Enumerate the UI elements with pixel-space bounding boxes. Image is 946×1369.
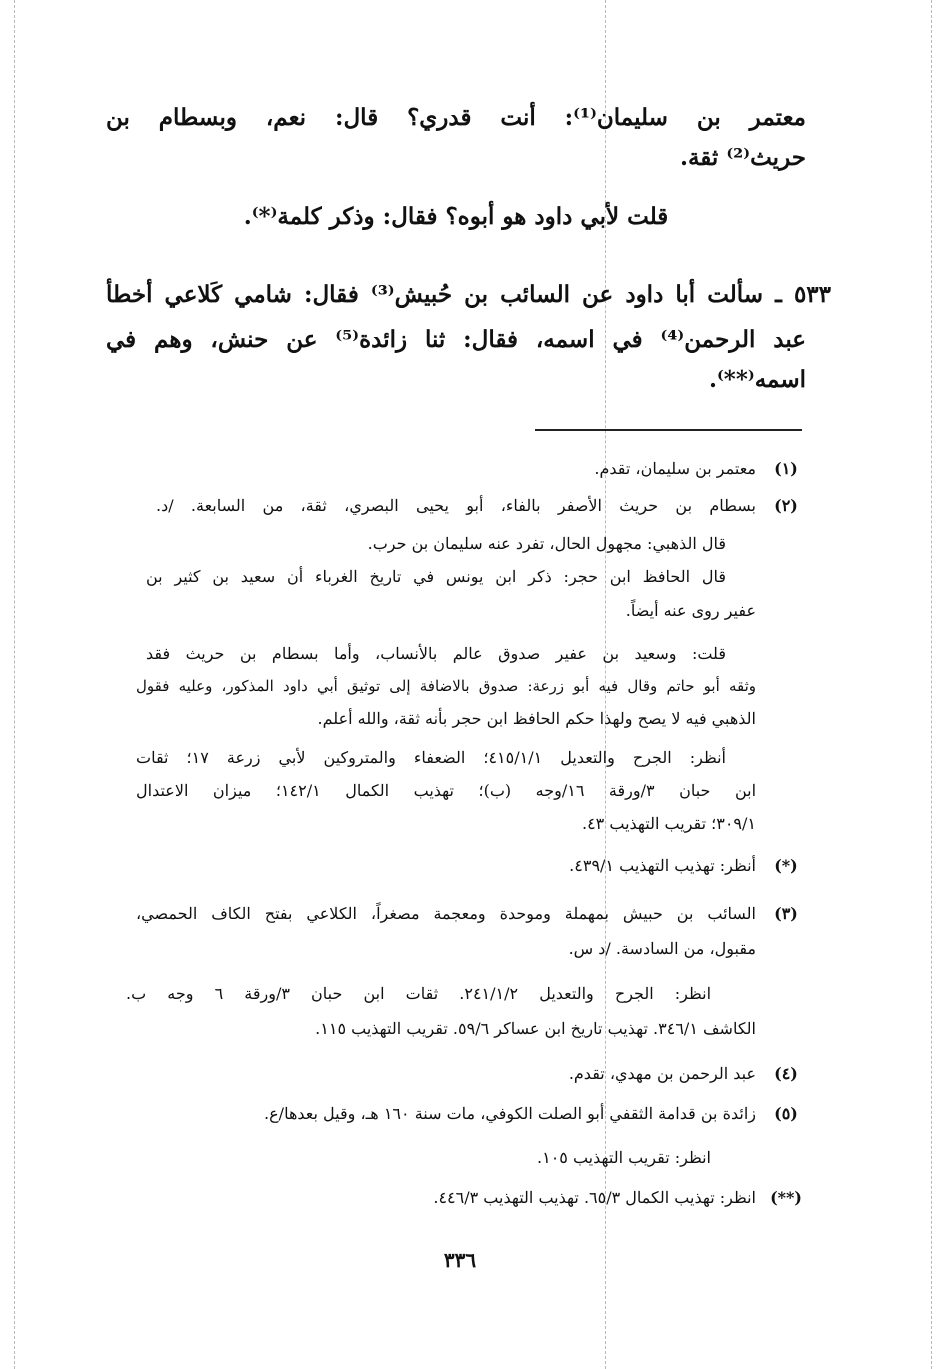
footnote-line-text: الذهبي فيه لا يصح ولهذا حكم الحافظ ابن حجر بأنه ثقة، والله أعلم. [317,709,756,728]
footnote-line-text: وثقه أبو حاتم وقال فيه أبو زرعة: صدوق بالاضافة إلى توثيق أبي داود المذكور، وعليه فقول [136,677,756,695]
footnote-marker: (٥) [774,1104,798,1123]
footnote-line [146,640,726,668]
footnote-line-text: ابن حبان ٣/ورقة ١٦/وجه (ب)؛ تهذيب الكمال ١٤٢/١؛ ميزان الاعتدال [136,781,757,800]
footnote-line-text: ٣٠٩/١؛ تقريب التهذيب ٤٣. [581,814,756,833]
footnote-line: معتمر بن سليمان، تقدم. [594,459,756,478]
footnote-line: بسطام بن حريث الأصفر بالفاء، أبو يحيى البصري، ثقة، من السابعة. /د. [156,496,756,515]
footnote-line-text: انظر: الجرح والتعديل ٢٤١/١/٢. ثقات ابن حبان ٣/ورقة ٦ وجه ب. [126,984,712,1003]
footnote-line: أنظر: تهذيب التهذيب ٤٣٩/١. [569,856,756,875]
footnote-line [156,530,726,558]
footnote-double-star [136,1184,802,1212]
footnote-line-text: قال الحافظ ابن حجر: ذكر ابن يونس في تاريخ الغرباء أن سعيد بن كثير بن [146,567,726,586]
footnote-line [146,563,726,591]
footnote-line [136,597,756,625]
footnote-line-text: قال الذهبي: مجهول الحال، تفرد عنه سليمان بن حرب. [367,534,726,553]
footnote-line [136,744,726,772]
footnote-marker: (*) [774,856,798,875]
footnote-marker: (٢) [774,496,798,515]
footnote-2 [156,492,798,520]
footnote-line [136,810,756,838]
footnote-line [136,705,756,733]
footnote-line-text: انظر: تقريب التهذيب ١٠٥. [537,1148,711,1167]
footnote-line: السائب بن حبيش بمهملة وموحدة ومعجمة مصغراً، الكلاعي بفتح الكاف الحمصي، [136,904,756,923]
footnote-separator [535,429,802,431]
footnote-line-text: الكاشف ٣٤٦/١. تهذيب تاريخ ابن عساكر ٥٩/٦. تقريب التهذيب ١١٥. [315,1019,756,1038]
footnote-line: انظر: تهذيب الكمال ٦٥/٣. تهذيب التهذيب ٤٤٦/٣. [433,1188,756,1207]
footnote-line [136,672,756,700]
footnote-line [136,1015,756,1043]
footnote-marker: (١) [774,459,798,478]
main-text-line: عبد الرحمن⁽⁴⁾ في اسمه، فقال: ثنا زائدة⁽⁵⁾ عن حنش، وهم في [106,326,806,353]
footnote-marker: (٤) [774,1064,798,1083]
main-text-line: قلت لأبي داود هو أبوه؟ فقال: وذكر كلمة⁽*⁾. [243,203,669,230]
footnote-1 [136,455,798,483]
footnote-marker: (**) [770,1188,802,1207]
footnote-marker: (٣) [774,904,798,923]
footnote-line: عبد الرحمن بن مهدي، تقدم. [568,1064,756,1083]
footnote-star [136,852,798,880]
footnote-line [136,777,756,805]
footnote-4 [136,1060,798,1088]
page-number: ٣٣٦ [443,1248,477,1272]
main-text-line: اسمه⁽**⁾. [708,366,806,393]
entry-533-line: ٥٣٣ ـ سألت أبا داود عن السائب بن حُبيش⁽³⁾ فقال: شامي كَلاعي أخطأ [106,281,831,308]
footnote-line [126,980,711,1008]
main-text-line: حريث⁽²⁾ ثقة. [679,144,806,171]
footnote-line: زائدة بن قدامة الثقفي أبو الصلت الكوفي، مات سنة ١٦٠ هـ، وقيل بعدها/ع. [264,1104,756,1123]
footnote-line-text: عفير روى عنه أيضاً. [625,601,756,620]
footnote-line-text: مقبول، من السادسة. /د س. [568,939,756,958]
footnote-3 [136,900,798,928]
footnote-5 [136,1100,798,1128]
main-text-line: معتمر بن سليمان⁽¹⁾: أنت قدري؟ قال: نعم، وبسطام بن [106,104,806,131]
footnote-line-text: أنظر: الجرح والتعديل ٤١٥/١/١؛ الضعفاء والمتروكين لأبي زرعة ١٧؛ ثقات [136,748,727,767]
footnote-line [126,1144,711,1172]
footnote-line-text: قلت: وسعيد بن عفير صدوق عالم بالأنساب، وأما بسطام بن حريث فقد [146,644,726,663]
footnote-line [136,935,756,963]
